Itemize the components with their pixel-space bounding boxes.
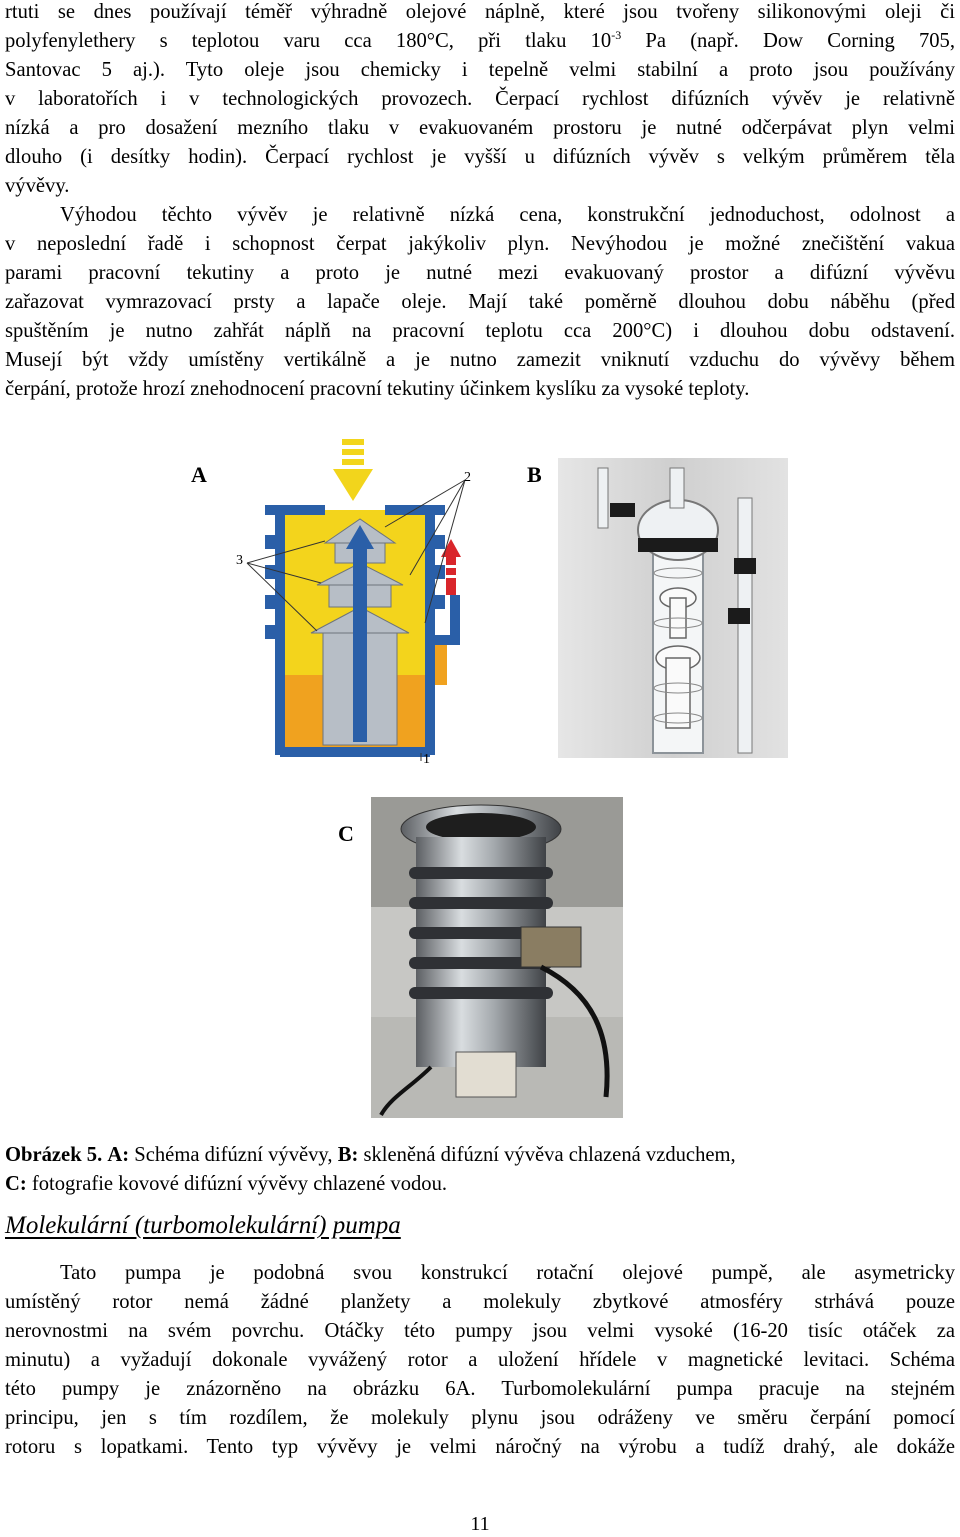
text-line: rotoru s lopatkami. Tento typ vývěvy je velmi náročný na výrobu a tudíž drahý, ale dokáže [5,1436,955,1458]
glass-pump-photo [558,458,788,758]
text-line: umístěný rotor nemá žádné planžety a molekuly zbytkové atmosféry strhává pouze [5,1291,955,1313]
caption-b-key: B: [337,1144,359,1166]
text-line: Tato pumpa je podobná svou konstrukcí rotační olejové pumpě, ale asymetricky [60,1262,955,1284]
caption-a-key: A: [107,1144,130,1166]
text-line: nerovnostmi na svém povrchu. Otáčky této pumpy jsou velmi vysoké (16-20 tisíc otáček za [5,1320,955,1342]
caption-prefix: Obrázek 5. [5,1144,103,1166]
left-flange [265,505,325,515]
paragraph-1 [5,0,955,404]
right-flange [385,505,445,515]
text-line: spuštěním je nutno zahřát náplň na pracovní teplotu cca 200°C) i dlouhou dobu odstavení. [5,320,955,342]
caption-c-text: fotografie kovové difúzní vývěvy chlazené vodou. [26,1173,448,1195]
text-line: v laboratořích i v technologických provozech. Čerpací rychlost difúzních vývěv je relativně [5,88,955,110]
caption-b-text: skleněná difúzní vývěva chlazená vzduchem, [358,1144,736,1166]
figure-label-a: A [191,462,207,487]
bottom-wall [280,747,430,757]
text-line: nízká a pro dosažení mezního tlaku v evakuovaném prostoru je nutné odčerpávat plyn velmi [5,117,955,139]
metal-pump-photo [371,797,623,1118]
callout-2: 2 [464,470,471,485]
figure-label-b: B [527,462,542,487]
text-line: vývěvy. [5,175,70,197]
caption-a-text: Schéma difúzní vývěvy, [129,1144,338,1166]
callout-3: 3 [236,553,243,568]
text-line: parami pracovní tekutiny a proto je nutné mezi evakuovaný prostor a difúzní vývěvu [5,262,955,284]
figure-caption [5,1141,955,1199]
figure-label-c: C [338,821,354,846]
text-line: zařazovat vymrazovací prsty a lapače oleje. Mají také poměrně dlouhou dobu náběhu (před [5,291,955,313]
text-line: polyfenylethery s teplotou varu cca 180°C, při tlaku $10^{-3}$ Pa (např. Dow Corning 705, [5,28,955,52]
section-heading: Molekulární (turbomolekulární) pumpa [5,1212,401,1239]
page-number: 11 [470,1513,490,1535]
outlet-lower [435,645,447,685]
text-line: v neposlední řadě i schopnost čerpat jakýkoliv plyn. Nevýhodou je možné znečištění vakua [5,233,955,255]
text-line: minutu) a vyžadují dokonale vyvážený rotor a uložení hřídele v magnetické levitaci. Schéma [5,1349,955,1371]
text-line: této pumpy je znázorněno na obrázku 6A. Turbomolekulární pumpa pracuje na stejném [5,1378,955,1400]
caption-c-key: C: [5,1173,27,1195]
text-line: Výhodou těchto vývěv je relativně nízká cena, konstrukční jednoduchost, odolnost a [60,204,955,226]
inlet-arrow [333,439,373,501]
text-line: rtuti se dnes používají téměř výhradně olejové náplně, které jsou tvořeny silikonovými oleji či [5,1,955,23]
text-line: dlouho (i desítky hodin). Čerpací rychlost je vyšší u difúzních vývěv s velkým průměrem těla [5,146,955,168]
text-line: principu, jen s tím rozdílem, že molekuly plynu jsou odráženy ve směru čerpání pomocí [5,1407,955,1429]
text-line: Santovac 5 aj.). Tyto oleje jsou chemicky i tepelně velmi stabilní a proto jsou používány [5,59,955,81]
paragraph-3 [5,1259,955,1462]
diffusion-pump-schematic [225,435,505,775]
text-line: Musejí být vždy umístěny vertikálně a je nutno zamezit vniknutí vzduchu do vývěvy během [5,349,955,371]
exponent: -3 [611,28,622,42]
callout-1: 1 [423,752,430,767]
text-line: čerpání, protože hrozí znehodnocení pracovní tekutiny účinkem kyslíku za vysoké teploty. [5,378,750,400]
